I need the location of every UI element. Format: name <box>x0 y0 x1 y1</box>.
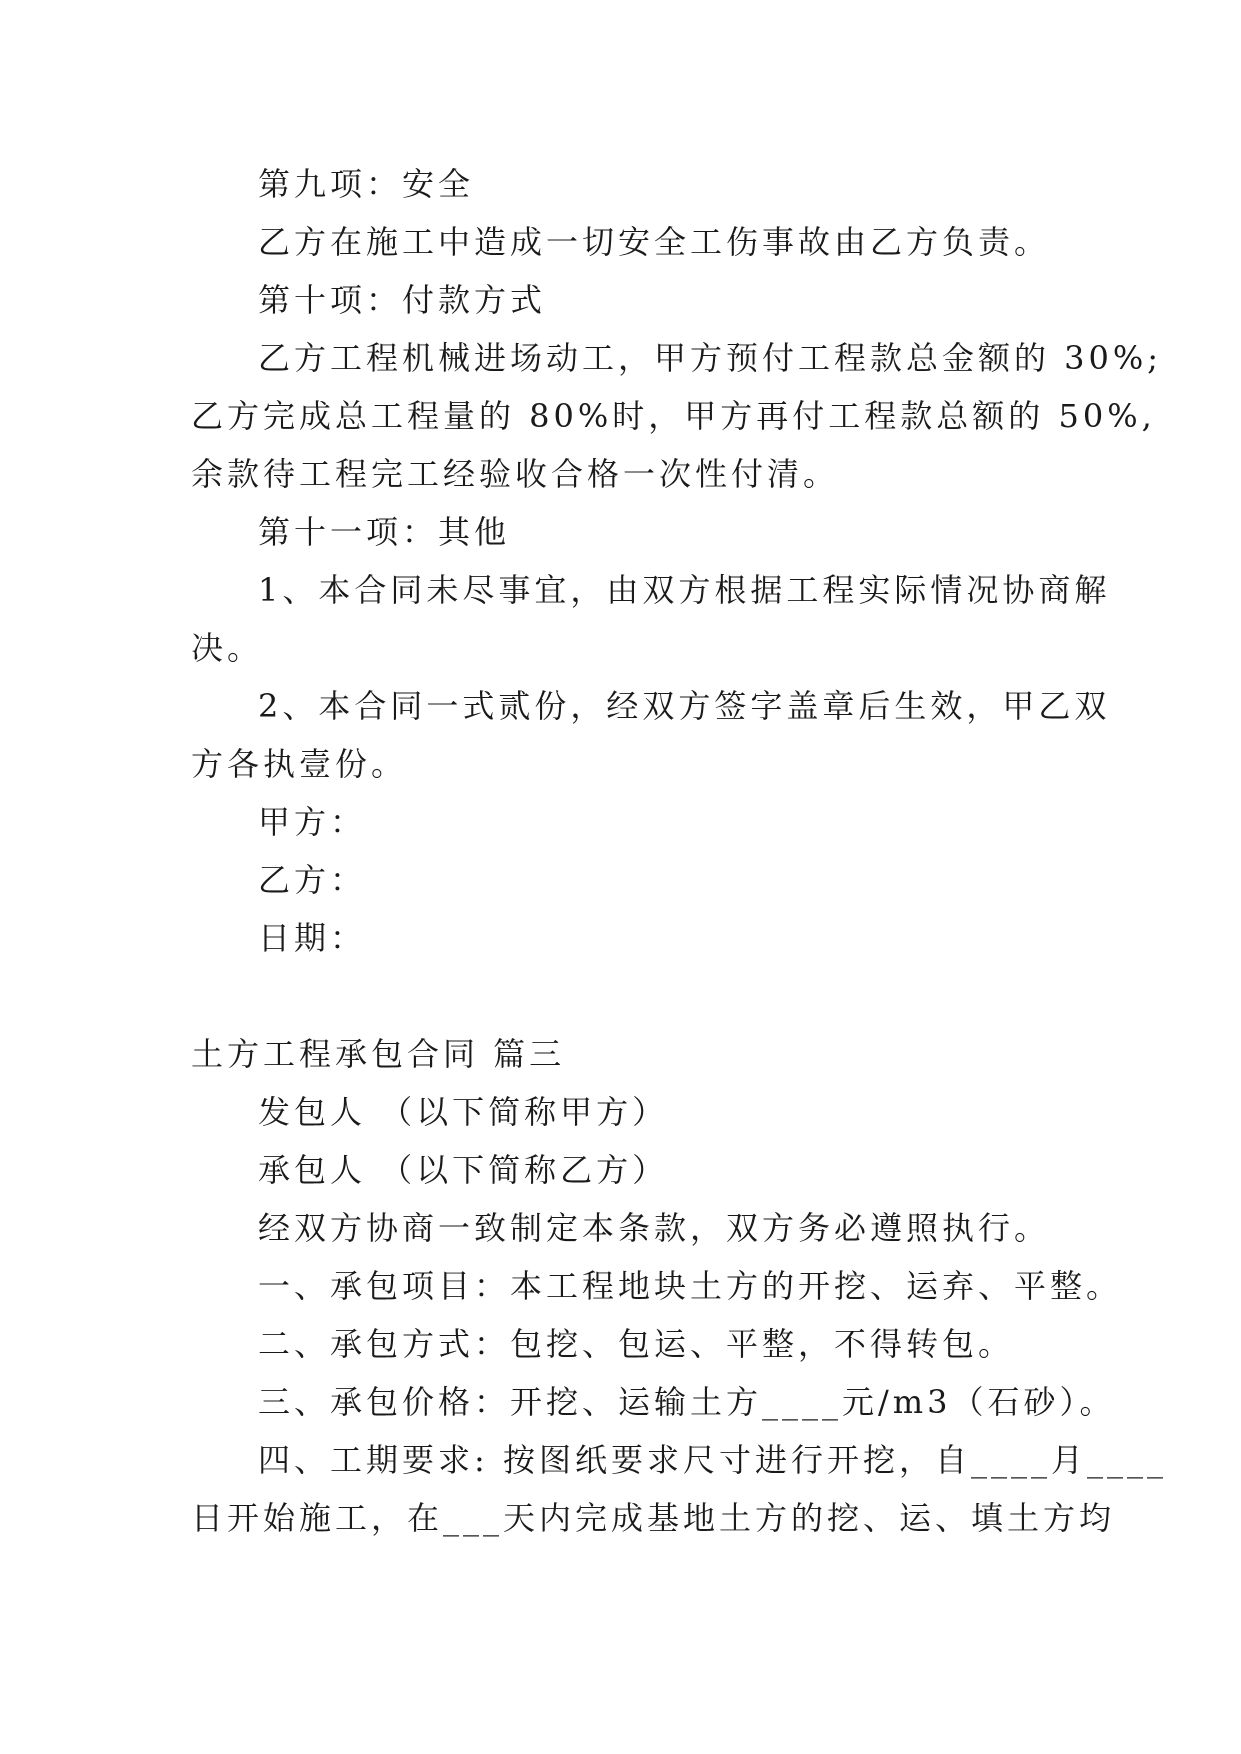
party-a-signature-label: 甲方： <box>258 803 367 841</box>
contractor-line: 承包人 （以下简称乙方） <box>258 1151 669 1189</box>
section-11-item-2-line-2: 方各执壹份。 <box>191 745 408 783</box>
section-9-heading: 第九项：安全 <box>258 165 475 203</box>
party-b-signature-label: 乙方： <box>258 861 367 899</box>
section-10-heading: 第十项：付款方式 <box>258 281 547 319</box>
agreement-intro: 经双方协商一致制定本条款，双方务必遵照执行。 <box>258 1209 1051 1247</box>
section-10-body-line-3: 余款待工程完工经验收合格一次性付清。 <box>191 455 840 493</box>
section-10-body-line-1: 乙方工程机械进场动工，甲方预付工程款总金额的 30%; <box>258 339 1163 377</box>
section-9-body: 乙方在施工中造成一切安全工伤事故由乙方负责。 <box>258 223 1051 261</box>
section-11-item-1-line-2: 决。 <box>191 629 264 667</box>
employer-line: 发包人 （以下简称甲方） <box>258 1093 669 1131</box>
clause-4-line-1: 四、工期要求: 按图纸要求尺寸进行开挖，自____月____ <box>258 1441 1167 1479</box>
clause-2: 二、承包方式：包挖、包运、平整，不得转包。 <box>258 1325 1015 1363</box>
section-10-body-line-2: 乙方完成总工程量的 80%时，甲方再付工程款总额的 50%, <box>191 397 1156 435</box>
section-11-heading: 第十一项：其他 <box>258 513 511 551</box>
clause-3: 三、承包价格：开挖、运输土方____元/m3（石砂）。 <box>258 1383 1116 1421</box>
section-11-item-2-line-1: 2、本合同一式贰份，经双方签字盖章后生效，甲乙双 <box>258 687 1111 725</box>
section-11-item-1-line-1: 1、本合同未尽事宜，由双方根据工程实际情况协商解 <box>258 571 1111 609</box>
clause-4-line-2: 日开始施工，在___天内完成基地土方的挖、运、填土方均 <box>191 1499 1116 1537</box>
contract-title: 土方工程承包合同 篇三 <box>191 1035 566 1073</box>
clause-1: 一、承包项目：本工程地块土方的开挖、运弃、平整。 <box>258 1267 1123 1305</box>
date-label: 日期： <box>258 919 367 957</box>
